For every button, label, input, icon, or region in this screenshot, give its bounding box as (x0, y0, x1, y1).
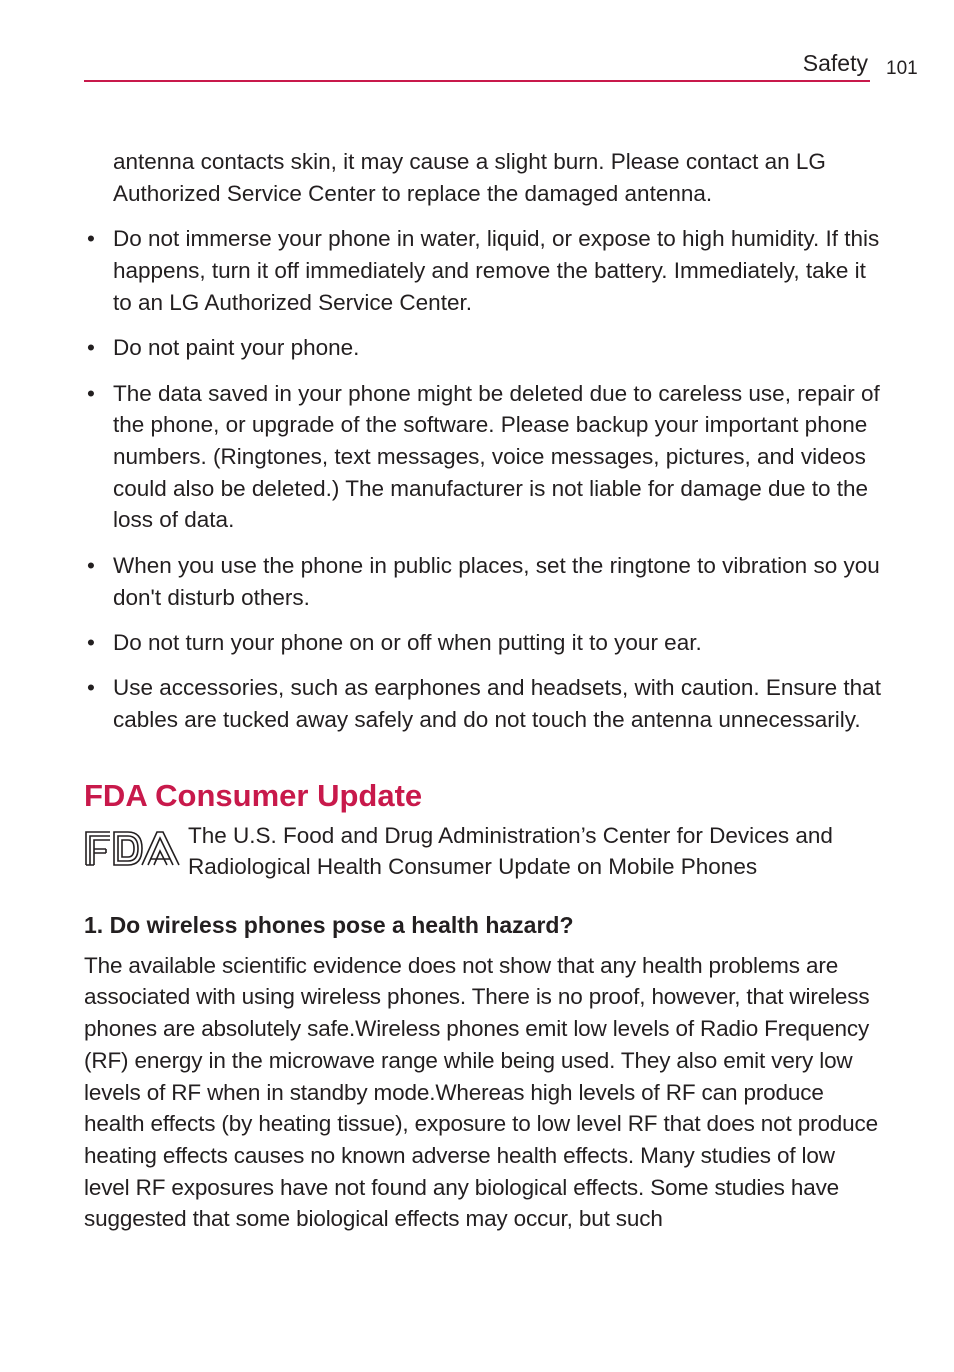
list-item-text: The data saved in your phone might be deleted due to careless use, repair of the phone, or upgrade of the software. Please backup your important phone numbers. (Ringtones, text messages, voice messages, pictures, and videos could also be deleted.) The manufacturer is not liable for damage due to the loss of data. (113, 380, 880, 533)
list-item-text: When you use the phone in public places, set the ringtone to vibration so you don't disturb others. (113, 552, 880, 610)
list-item-text: Do not immerse your phone in water, liquid, or expose to high humidity. If this happens, turn it off immediately and remove the battery. Immediately, take it to an LG Authorized Service Center. (113, 226, 880, 315)
list-item (84, 378, 884, 537)
section-label: Safety (802, 50, 868, 76)
list-item (84, 627, 884, 659)
fda-intro-row (84, 822, 884, 888)
fda-logo-icon (84, 830, 181, 866)
question-heading: 1. Do wireless phones pose a health hazard? (84, 911, 574, 938)
list-item-text: Use accessories, such as earphones and headsets, with caution. Ensure that cables are tucked away safely and do not touch the antenna unnecessarily. (113, 675, 881, 732)
fda-section-heading: FDA Consumer Update (84, 777, 423, 813)
bullet-icon: • (87, 629, 95, 655)
list-item (84, 223, 884, 318)
list-item (84, 550, 884, 613)
fda-intro-text: The U.S. Food and Drug Administration’s Center for Devices and Radiological Health Consumer Update on Mobile Phones (188, 822, 833, 880)
list-item (84, 332, 884, 364)
page-content (84, 146, 884, 1235)
bullet-icon: • (87, 335, 95, 361)
bullet-icon: • (87, 226, 95, 252)
page-number: 101 (886, 58, 918, 79)
safety-bullet-list (84, 223, 884, 735)
list-item-text: Do not paint your phone. (113, 335, 360, 361)
list-item (84, 672, 884, 735)
page-header (84, 48, 870, 82)
bullet-icon: • (87, 380, 95, 406)
answer-paragraph: The available scientific evidence does not show that any health problems are associated with using wireless phones. There is no proof, however, that wireless phones are absolutely safe.Wireless phones emit low levels of Radio Frequency (RF) energy in the microwave range while being used. They also emit very low levels of RF when in standby mode.Whereas high levels of RF can produce health effects (by heating tissue), exposure to low level RF that does not produce heating effects causes no known adverse health effects. Many studies of low level RF exposures have not found any biological effects. Some studies have suggested that some biological effects may occur, but such (84, 952, 878, 1232)
list-item-text: Do not turn your phone on or off when putting it to your ear. (113, 629, 702, 655)
bullet-icon: • (87, 675, 95, 701)
intro-continuation: antenna contacts skin, it may cause a slight burn. Please contact an LG Authorized Service Center to replace the damaged antenna. (113, 149, 826, 206)
bullet-icon: • (87, 552, 95, 578)
header-rule (84, 80, 870, 82)
